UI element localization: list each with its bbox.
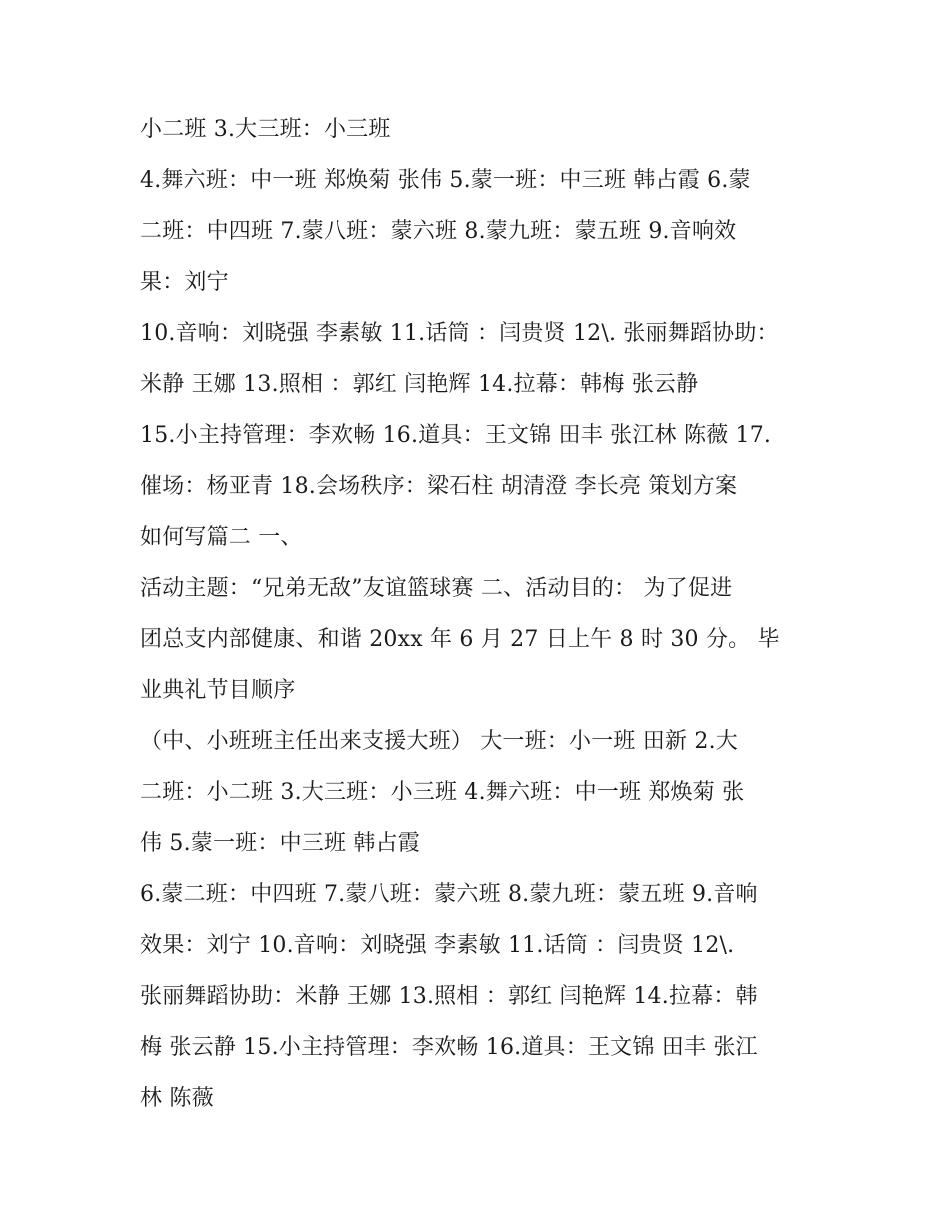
- text-line: 林 陈薇: [140, 1086, 214, 1111]
- text-line: 10.音响：刘晓强 李素敏 11.话筒 ：闫贵贤 12\. 张丽舞蹈协助：: [140, 321, 779, 346]
- text-line: 业典礼节目顺序: [140, 678, 296, 703]
- text-line: 小二班 3.大三班：小三班: [140, 117, 391, 142]
- text-line: 团总支内部健康、和谐 20xx 年 6 月 27 日上午 8 时 30 分。 毕: [140, 627, 780, 652]
- text-line: 催场：杨亚青 18.会场秩序：梁石柱 胡清澄 李长亮 策划方案: [140, 474, 738, 499]
- text-line: 15.小主持管理：李欢畅 16.道具：王文锦 田丰 张江林 陈薇 17.: [140, 423, 772, 448]
- text-line: （中、小班班主任出来支援大班） 大一班：小一班 田新 2.大: [140, 729, 738, 754]
- text-line: 米静 王娜 13.照相 ：郭红 闫艳辉 14.拉幕：韩梅 张云静: [140, 372, 699, 397]
- text-line: 二班：中四班 7.蒙八班：蒙六班 8.蒙九班：蒙五班 9.音响效: [140, 219, 737, 244]
- text-line: 二班：小二班 3.大三班：小三班 4.舞六班：中一班 郑焕菊 张: [140, 780, 745, 805]
- text-line: 效果：刘宁 10.音响：刘晓强 李素敏 11.话筒 ：闫贵贤 12\.: [140, 933, 735, 958]
- text-line: 6.蒙二班：中四班 7.蒙八班：蒙六班 8.蒙九班：蒙五班 9.音响: [140, 882, 758, 907]
- text-line: 张丽舞蹈协助：米静 王娜 13.照相 ：郭红 闫艳辉 14.拉幕：韩: [140, 984, 758, 1009]
- text-line: 果：刘宁: [140, 270, 229, 295]
- text-line: 伟 5.蒙一班：中三班 韩占霞: [140, 831, 420, 856]
- text-line: 如何写篇二 一、: [140, 525, 303, 550]
- text-line: 4.舞六班：中一班 郑焕菊 张伟 5.蒙一班：中三班 韩占霞 6.蒙: [140, 168, 751, 193]
- document-body: [140, 104, 810, 1124]
- text-line: 梅 张云静 15.小主持管理：李欢畅 16.道具：王文锦 田丰 张江: [140, 1035, 758, 1060]
- text-line: 活动主题：“兄弟无敌”友谊篮球赛 二、活动目的： 为了促进: [140, 576, 733, 601]
